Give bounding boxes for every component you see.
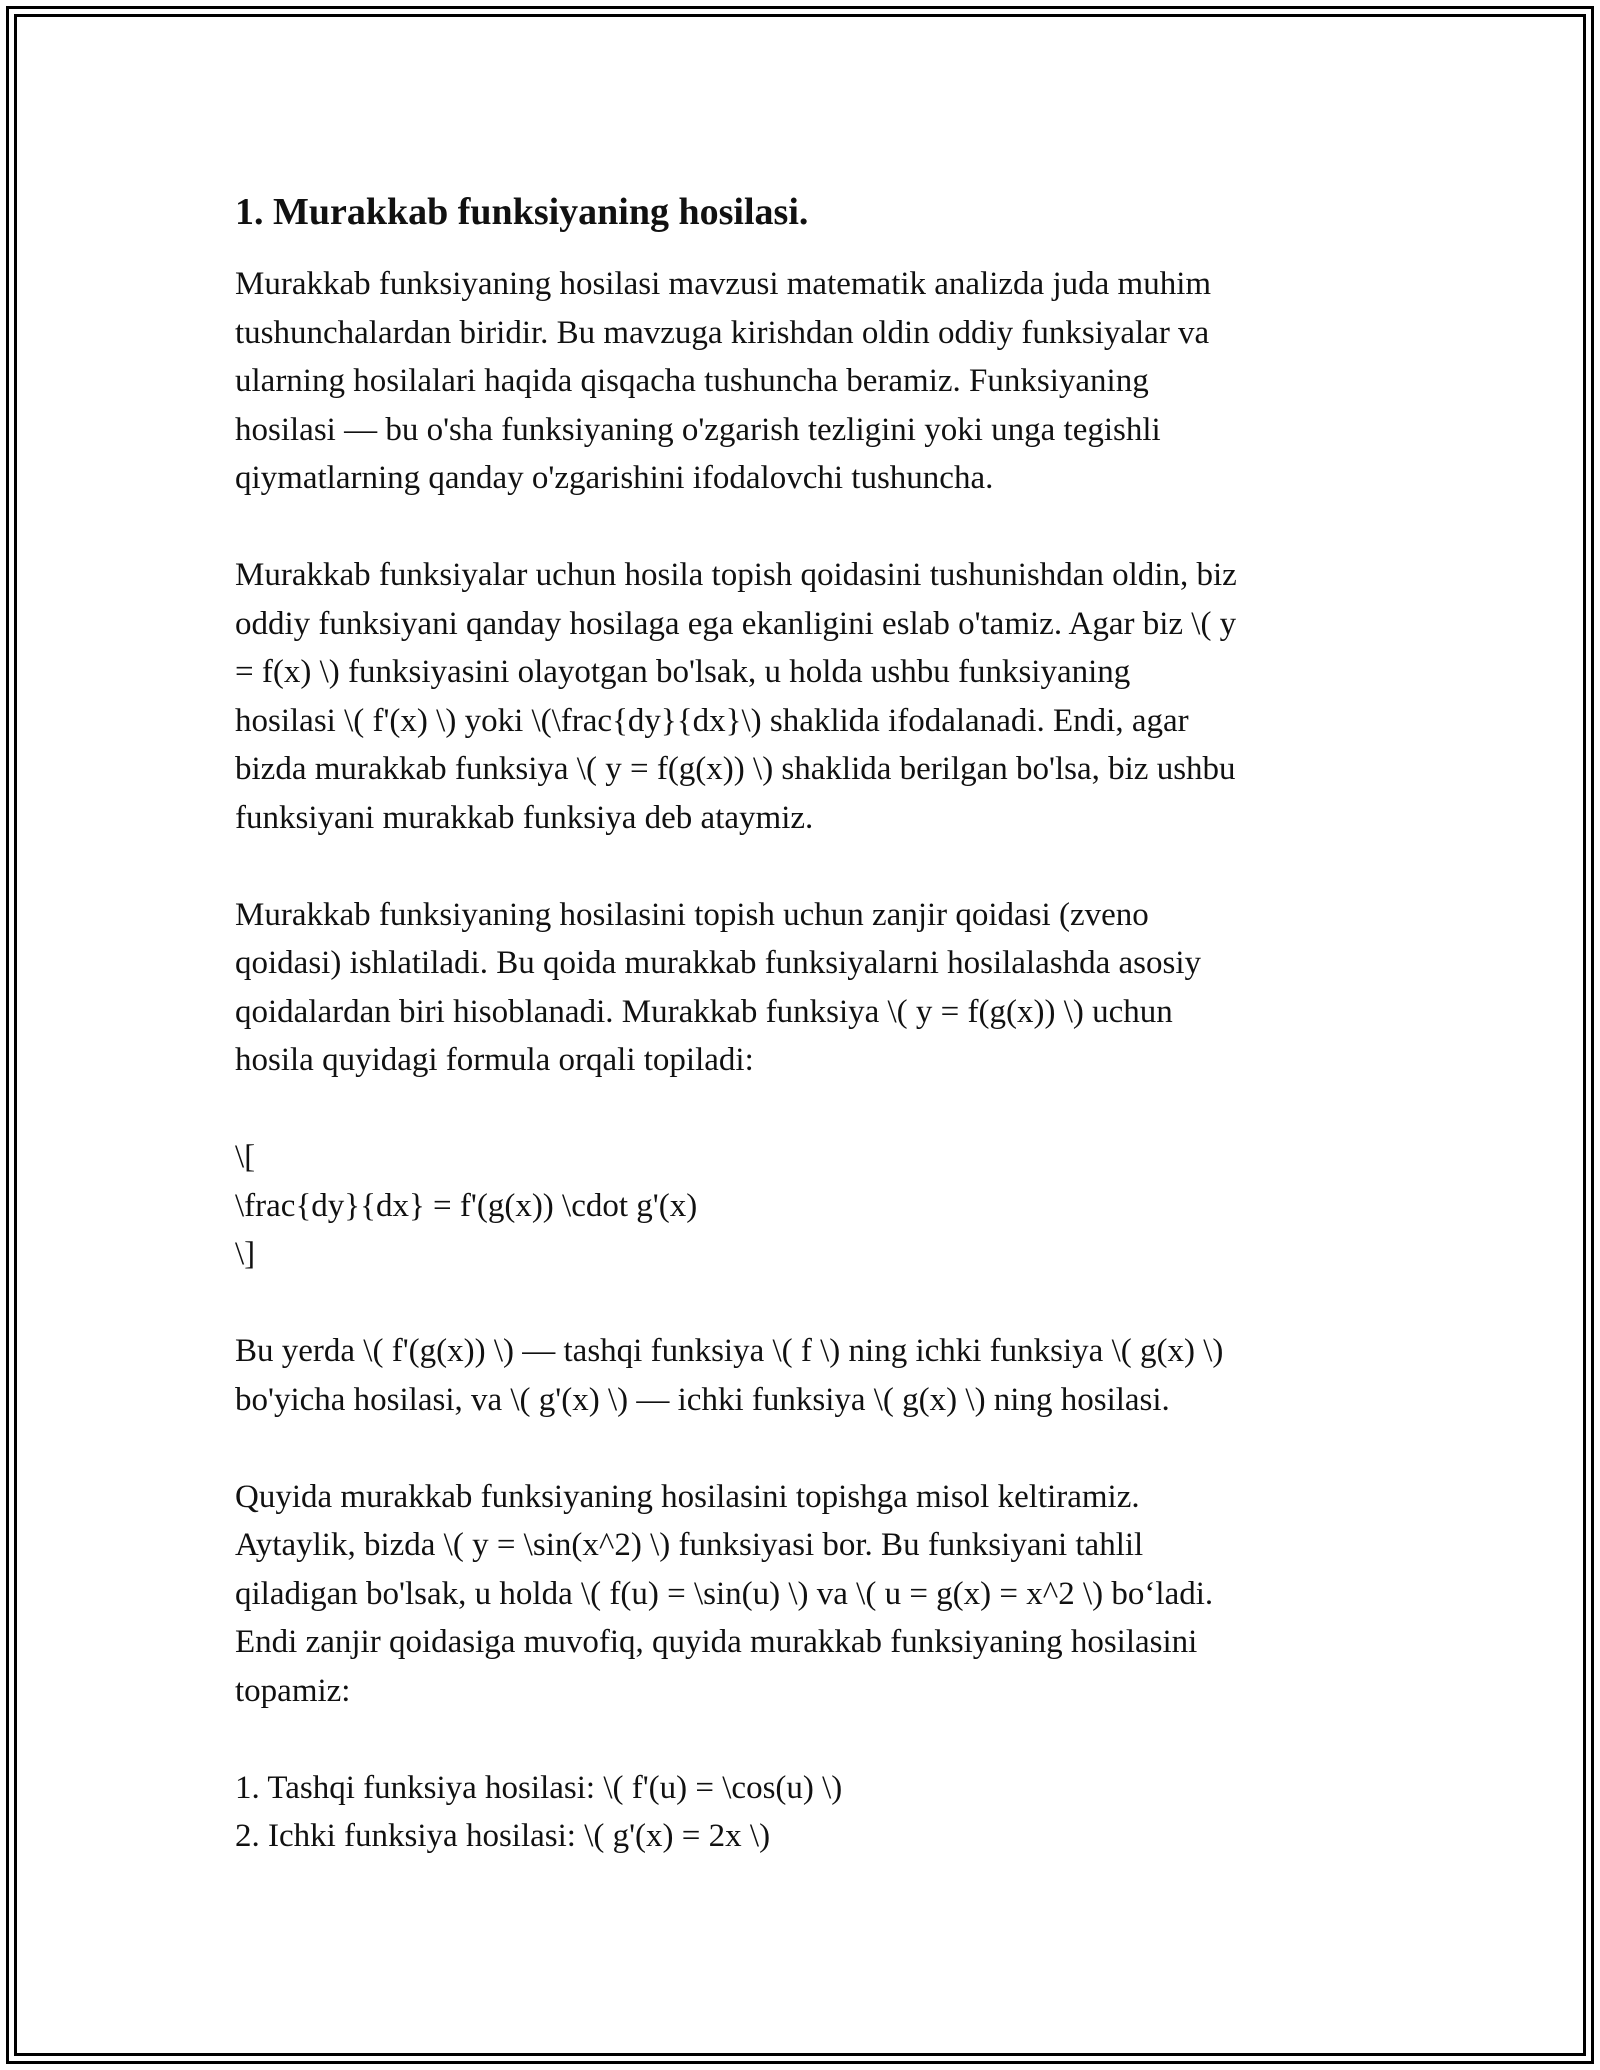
paragraph-explanation: Bu yerda \( f'(g(x)) \) — tashqi funksiya \( f \) ning ichki funksiya \( g(x) \) bo'yicha hosilasi, va \( g'(x) \) — ichki funksiya \( g(x) \) ning hosilasi. — [235, 1333, 1224, 1418]
paragraph-simple-derivative: Murakkab funksiyalar uchun hosila topish qoidasini tushunishdan oldin, biz oddiy funksiyani qanday hosilaga ega ekanligini eslab o'tamiz. Agar biz \( y = f(x) \) funksiyasini olayotgan bo'lsak, u holda ushbu funksiyaning hosilasi \( f'(x) \) yoki \(\frac{dy}{dx}\) shaklida ifodalanadi. Endi, agar bizda murakkab funksiya \( y = f(g(x)) \) shaklida berilgan bo'lsa, biz ushbu funksiyani murakkab funksiya deb ataymiz. — [235, 557, 1237, 836]
document-body — [235, 186, 1365, 1861]
list-steps: 1. Tashqi funksiya hosilasi: \( f'(u) = \cos(u) \) 2. Ichki funksiya hosilasi: \( g'(x) = 2x \) — [235, 1769, 843, 1854]
paragraph-example: Quyida murakkab funksiyaning hosilasini topishga misol keltiramiz. Aytaylik, bizda \( y = \sin(x^2) \) funksiyasi bor. Bu funksiyani tahlil qiladigan bo'lsak, u holda \( f(u) = \sin(u) \) va \( u = g(x) = x^2 \) bo‘ladi. Endi zanjir qoidasiga muvofiq, quyida murakkab funksiyaning hosilasini topamiz: — [235, 1478, 1214, 1709]
paragraph-chain-rule: Murakkab funksiyaning hosilasini topish uchun zanjir qoidasi (zveno qoidasi) ishlatiladi. Bu qoida murakkab funksiyalarni hosilalashda asosiy qoidalardan biri hisoblanadi. Murakkab funksiya \( y = f(g(x)) \) uchun hosila quyidagi formula orqali topiladi: — [235, 896, 1201, 1078]
section-heading: 1. Murakkab funksiyaning hosilasi. — [235, 191, 809, 233]
formula-block: \[ \frac{dy}{dx} = f'(g(x)) \cdot g'(x) \] — [235, 1139, 698, 1272]
paragraph-intro: Murakkab funksiyaning hosilasi mavzusi matematik analizda juda muhim tushunchalardan biridir. Bu mavzuga kirishdan oldin oddiy funksiyalar va ularning hosilalari haqida qisqacha tushuncha beramiz. Funksiyaning hosilasi — bu o'sha funksiyaning o'zgarish tezligini yoki unga tegishli qiymatlarning qanday o'zgarishini ifodalovchi tushuncha. — [235, 266, 1212, 496]
